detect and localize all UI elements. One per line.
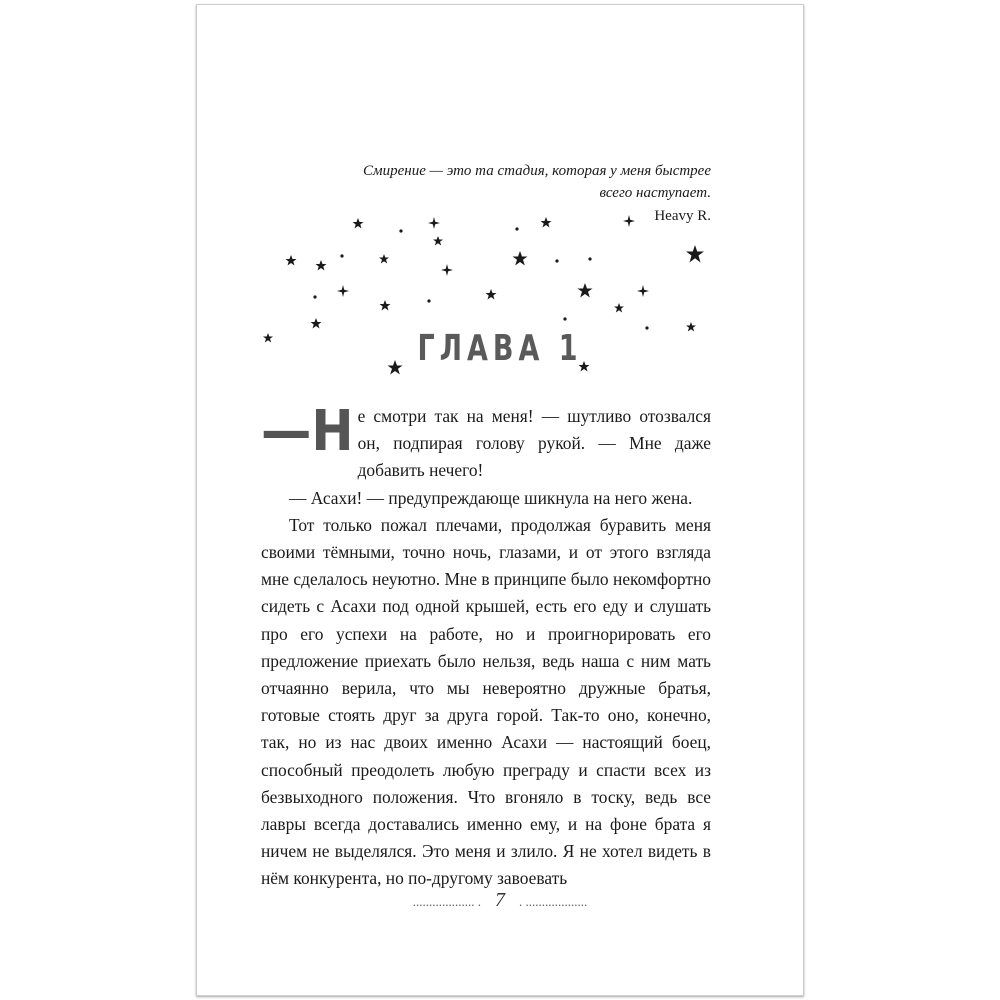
page-number: 7 (495, 889, 505, 911)
star-icon (686, 245, 704, 263)
star-icon (486, 289, 497, 300)
chapter-body (261, 399, 711, 893)
dot-star (555, 259, 558, 262)
dot-star (563, 317, 566, 320)
sparkle-icon (623, 215, 635, 227)
star-icon (353, 218, 364, 229)
dot-star (427, 299, 430, 302)
star-icon (380, 300, 391, 311)
dot-star (399, 229, 402, 232)
dropcap: —Н (261, 399, 354, 464)
paragraph-2: — Асахи! — предупреждающе шикнула на него жена. (289, 487, 693, 508)
sparkle-icon (441, 264, 453, 276)
book-page (196, 4, 804, 996)
sparkle-icon (637, 285, 649, 297)
paragraph-1 (261, 399, 711, 485)
star-icon (614, 303, 624, 313)
chapter-title: ГЛАВА 1 (417, 327, 583, 370)
star-icon (379, 254, 389, 264)
dot-star (340, 254, 343, 257)
footer-dots-right: . ................... (519, 894, 588, 909)
star-icon (316, 260, 327, 271)
paragraph-3: Тот только пожал плечами, продолжая буравить меня своими тёмными, точно ночь, глазами, и от этого взгляда мне сделалось неуютно. Мне в принципе было некомфортно сидеть с Асахи под одной крышей, есть его еду и слушать про его успехи на работе, но и проигнорировать его предложение приехать было нельзя, ведь наша с ним мать отчаянно верила, что мы невероятно дружные братья, готовые стоять друг за друга горой. Так-то оно, конечно, так, но из нас двоих именно Асахи — настоящий боец, способный преодолеть любую преграду и спасти всех из безвыходного положения. Что вгоняло в тоску, ведь все лавры всегда доставались именно ему, и на фоне брата я ничем не выделялся. Это меня и злило. Я не хотел видеть в нём конкурента, но по-другому завоевать (261, 514, 711, 889)
epigraph-author: Heavy R. (654, 208, 711, 224)
footer-dots-left: ................... . (412, 894, 481, 909)
star-icon (578, 283, 593, 298)
dot-star (515, 227, 518, 230)
dot-star (588, 257, 591, 260)
epigraph-quote-line2: всего наступает. (599, 185, 711, 201)
star-icon (286, 255, 297, 266)
sparkle-icon (337, 285, 349, 297)
sparkle-icon (428, 217, 440, 229)
epigraph-quote-line1: Смирение — это та стадия, которая у меня быстрее (363, 163, 711, 179)
star-icon (513, 251, 528, 266)
page-footer (197, 889, 803, 912)
star-icon (433, 236, 443, 246)
dot-star (313, 295, 316, 298)
paragraph-1-text: е смотри так на меня! — шутливо отозвался он, подпирая голову рукой. — Мне даже добавить нечего! (357, 406, 711, 481)
star-icon (541, 217, 552, 228)
